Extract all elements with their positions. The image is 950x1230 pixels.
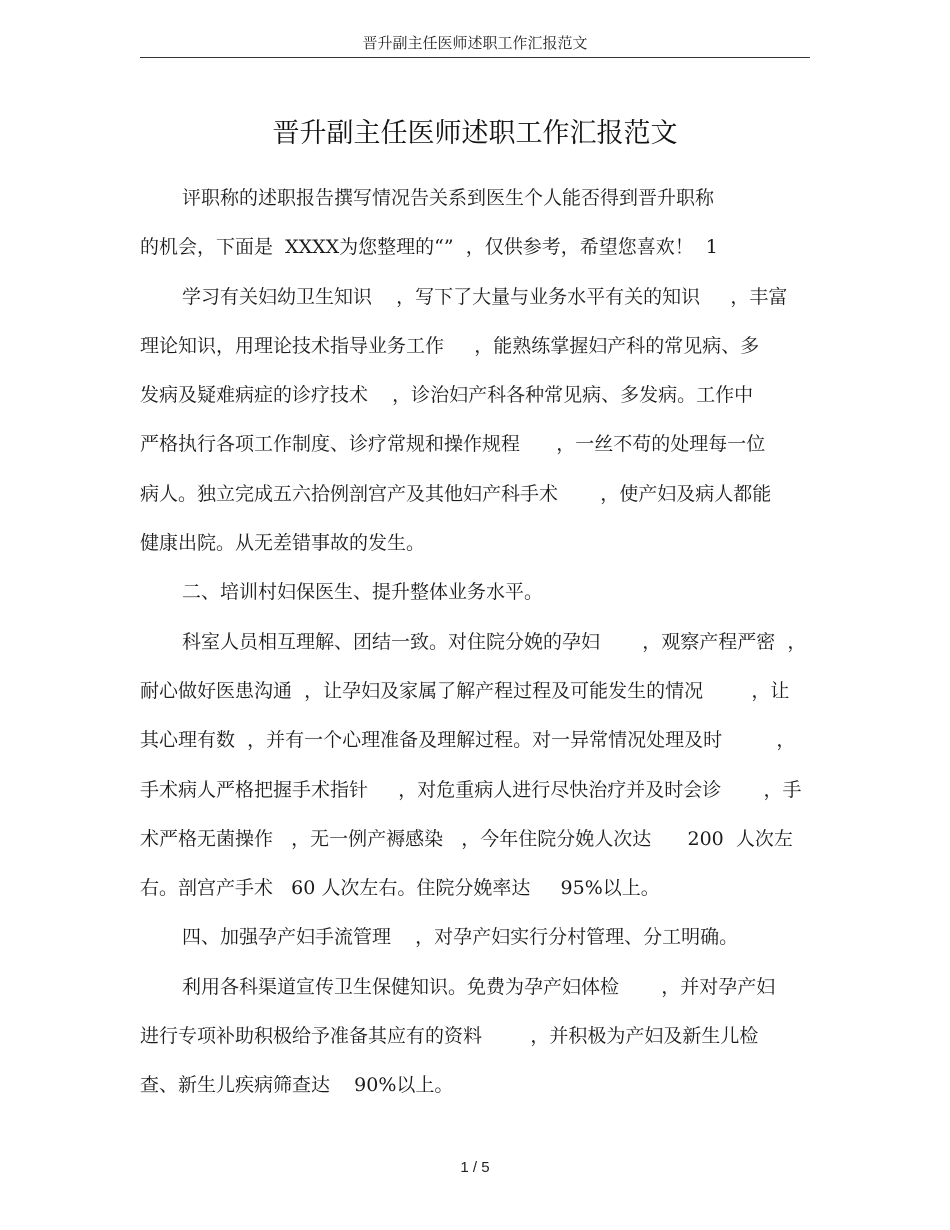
document-title: 晋升副主任医师述职工作汇报范文 <box>272 118 678 149</box>
body-line: 科室人员相互理解、团结一致。对住院分娩的孕妇 ，观察产程严密 ， <box>182 630 807 653</box>
body-line: 手术病人严格把握手术指针 ，对危重病人进行尽快治疗并及时会诊 ，手 <box>140 778 802 801</box>
body-line: 评职称的述职报告撰写情况告关系到医生个人能否得到晋升职称 <box>182 187 715 209</box>
body-line: 学习有关妇幼卫生知识 ，写下了大量与业务水平有关的知识 ，丰富 <box>182 285 788 308</box>
body-line: 的机会，下面是 XXXX为您整理的“” ，仅供参考，希望您喜欢！ 1 <box>140 236 718 259</box>
body-line: 发病及疑难病症的诊疗技术 ，诊治妇产科各种常见病、多发病。工作中 <box>140 384 754 407</box>
body-line: 术严格无菌操作 ，无一例产褥感染 ，今年住院分娩人次达 200 人次左 <box>140 827 793 850</box>
body-line: 理论知识，用理论技术指导业务工作 ，能熟练掌握妇产科的常见病、多 <box>140 334 760 357</box>
body-line: 严格执行各项工作制度、诊疗常规和操作规程 ，一丝不苟的处理每一位 <box>140 433 766 456</box>
page-number: 1 / 5 <box>460 1159 490 1176</box>
document-body <box>140 180 810 1117</box>
body-line: 病人。独立完成五六拾例剖宫产及其他妇产科手术 ，使产妇及病人都能 <box>140 482 772 505</box>
body-line: 其心理有数 ，并有一个心理准备及理解过程。对一异常情况处理及时 ， <box>140 729 796 752</box>
body-line: 健康出院。从无差错事故的发生。 <box>140 532 426 555</box>
section-heading: 四、加强孕产妇手流管理 ，对孕产妇实行分村管理、分工明确。 <box>182 926 739 949</box>
header-divider <box>140 57 810 58</box>
body-line: 进行专项补助积极给予准备其应有的资料 ，并积极为产妇及新生儿检 <box>140 1025 759 1048</box>
section-heading: 二、培训村妇保医生、提升整体业务水平。 <box>182 581 544 604</box>
body-line: 查、新生儿疾病筛查达 90%以上。 <box>140 1074 454 1097</box>
body-line: 利用各科渠道宣传卫生保健知识。免费为孕产妇体检 ，并对孕产妇 <box>182 975 776 998</box>
body-line: 右。剖宫产手术 60 人次左右。住院分娩率达 95%以上。 <box>140 877 660 900</box>
body-line: 耐心做好医患沟通 ，让孕妇及家属了解产程过程及可能发生的情况 ，让 <box>140 679 790 702</box>
running-header: 晋升副主任医师述职工作汇报范文 <box>362 34 588 52</box>
